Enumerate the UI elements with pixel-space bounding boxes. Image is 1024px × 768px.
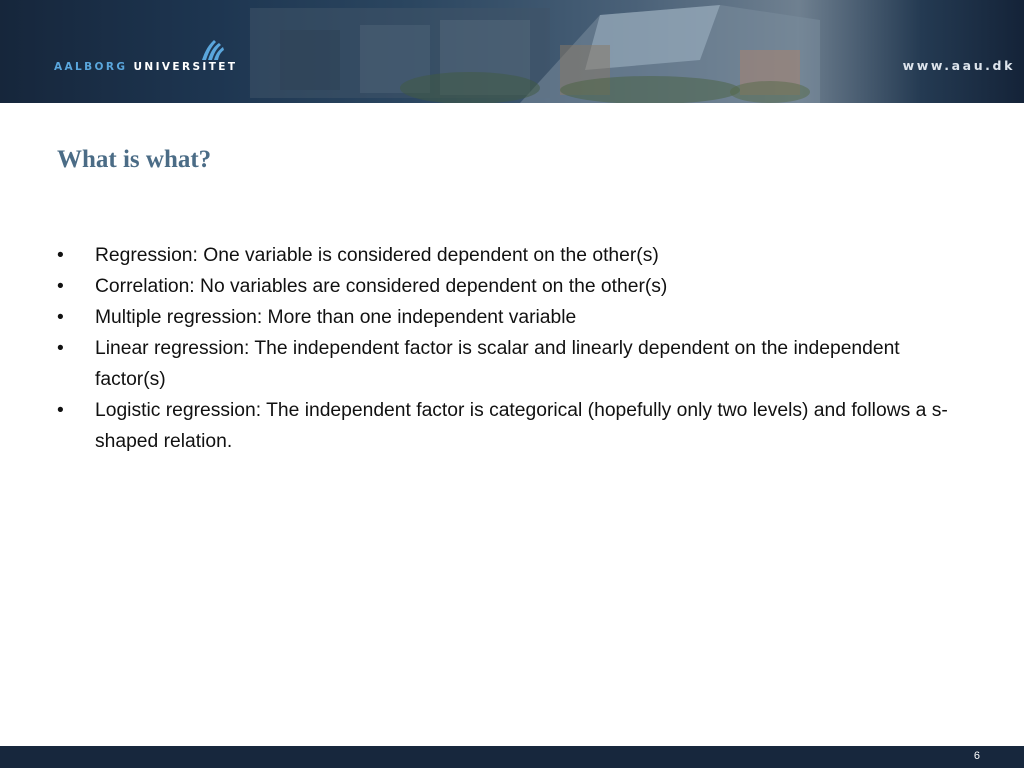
slide-title: What is what? (57, 146, 212, 173)
logo-wordmark (54, 61, 237, 73)
bullet-text: Multiple regression: More than one independent variable (95, 307, 577, 328)
aau-wave-icon (198, 38, 226, 62)
bullet-item (57, 302, 957, 333)
logo-text-aalborg: AALBORG (54, 61, 128, 73)
bullet-text: Linear regression: The independent factor is scalar and linearly dependent on the independent factor(s) (95, 338, 900, 390)
logo-text-universitet: UNIVERSITET (133, 61, 238, 73)
bullet-dot-icon: • (57, 400, 64, 421)
bullet-text: Regression: One variable is considered dependent on the other(s) (95, 245, 659, 266)
bullet-item (57, 271, 957, 302)
header-url[interactable]: www.aau.dk (902, 58, 1015, 73)
bullet-item (57, 333, 957, 395)
footer-bar (0, 746, 1024, 768)
campus-photo (0, 0, 1024, 103)
bullet-text: Correlation: No variables are considered dependent on the other(s) (95, 276, 668, 297)
header-banner (0, 0, 1024, 103)
bullet-text: Logistic regression: The independent factor is categorical (hopefully only two levels) and follows a s-shaped relation. (95, 400, 948, 452)
bullet-dot-icon: • (57, 276, 64, 297)
bullet-item (57, 395, 957, 457)
page-number: 6 (973, 750, 980, 762)
bullet-list (57, 240, 957, 457)
bullet-dot-icon: • (57, 338, 64, 359)
bullet-item (57, 240, 957, 271)
bullet-dot-icon: • (57, 245, 64, 266)
bullet-dot-icon: • (57, 307, 64, 328)
